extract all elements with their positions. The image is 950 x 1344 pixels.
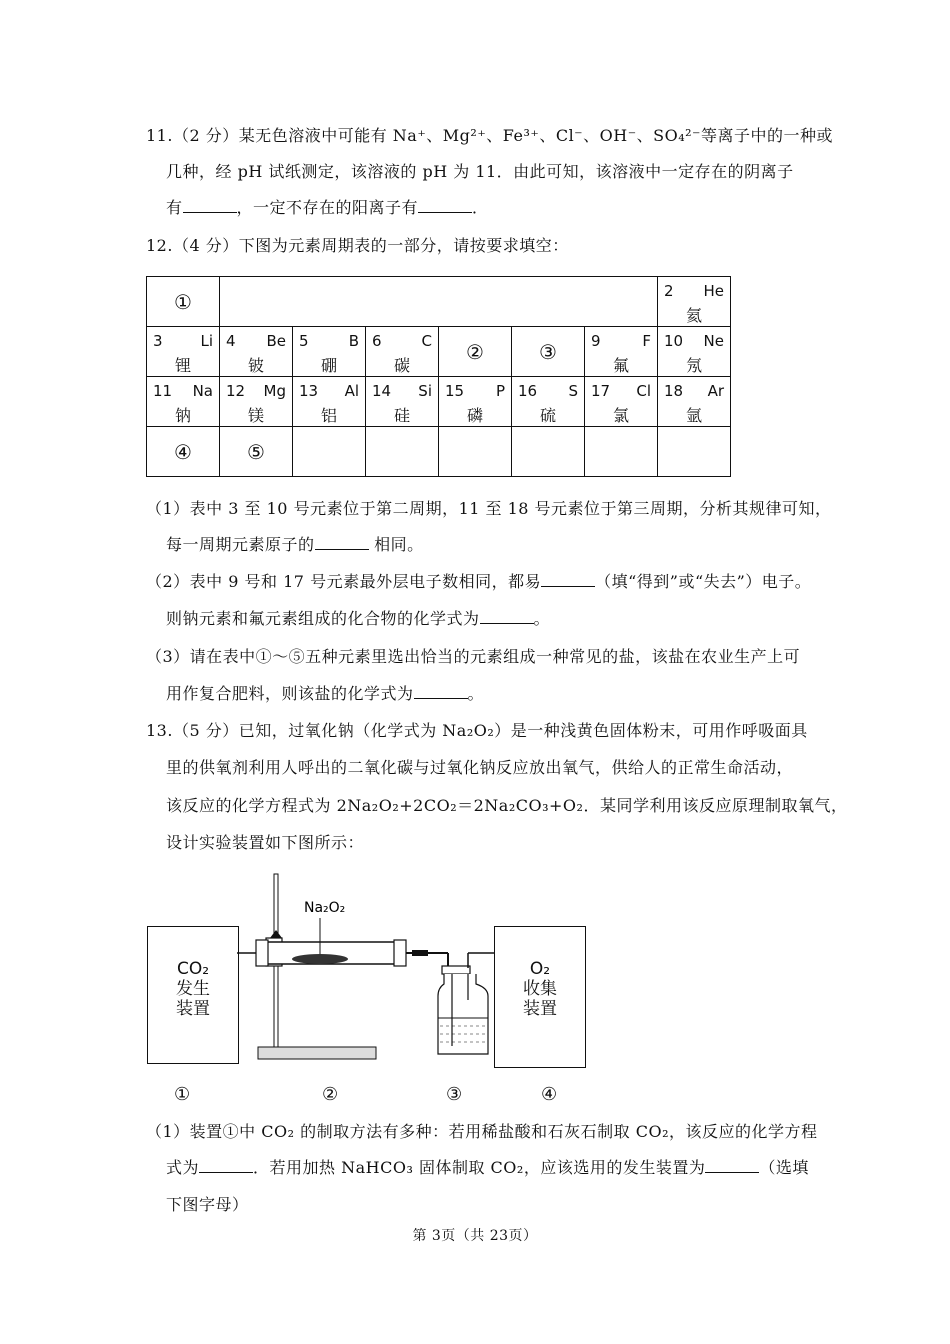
q13-s1-text-a: 式为 — [166, 1158, 200, 1177]
answer-blank[interactable] — [541, 572, 595, 587]
q12-s3-text-a: 用作复合肥料，则该盐的化学式为 — [166, 684, 414, 703]
cell-al: 13 Al 铝 — [293, 377, 366, 427]
q12-s1-line1: （1）表中 3 至 10 号元素位于第二周期，11 至 18 号元素位于第三周期，分析其规律可知， — [146, 499, 832, 518]
q13-s1-line1: （1）装置①中 CO₂ 的制取方法有多种：若用稀盐酸和石灰石制取 CO₂，该反应的化学方程 — [146, 1122, 818, 1141]
answer-blank[interactable] — [183, 198, 237, 213]
cell-p: 15 P 磷 — [439, 377, 512, 427]
q12-s1-text-a: 每一周期元素原子的 — [166, 535, 315, 554]
cell-si: 14 Si 硅 — [366, 377, 439, 427]
q11-line2: 几种，经 pH 试纸测定，该溶液的 pH 为 11．由此可知，该溶液中一定存在的阴离子 — [166, 162, 794, 181]
cell-f: 9 F 氟 — [585, 327, 658, 377]
page-footer: 第 3页（共 23页） — [412, 1228, 538, 1244]
cell-cl: 17 Cl 氯 — [585, 377, 658, 427]
cell-ar: 18 Ar 氩 — [658, 377, 731, 427]
q12-s2-line2 — [166, 609, 550, 629]
answer-blank[interactable] — [705, 1158, 759, 1173]
answer-blank[interactable] — [418, 198, 472, 213]
apparatus-diagram — [230, 870, 510, 1070]
cell-mg: 12 Mg 镁 — [220, 377, 293, 427]
box1-line3: 装置 — [176, 999, 210, 1019]
q12-s2-line1 — [146, 572, 811, 592]
box1-line1: CO₂ — [176, 959, 210, 979]
q12-s3-text-b: 。 — [467, 684, 485, 703]
answer-blank[interactable] — [315, 535, 369, 550]
cell-na: 11 Na 钠 — [147, 377, 220, 427]
q12-s2-text-c: 则钠元素和氟元素组成的化合物的化学式为 — [166, 609, 480, 628]
answer-blank[interactable] — [199, 1158, 253, 1173]
q13-s1-text-b: ．若用加热 NaHCO₃ 固体制取 CO₂，应该选用的发生装置为 — [253, 1158, 706, 1177]
answer-blank[interactable] — [414, 684, 468, 699]
cell-circle-5: ⑤ — [220, 427, 293, 477]
device-label-3: ③ — [446, 1084, 463, 1105]
q13-line1: 13.（5 分）已知，过氧化钠（化学式为 Na₂O₂）是一种浅黄色固体粉末，可用作呼吸面具 — [146, 721, 808, 740]
q13-s1-line2 — [166, 1158, 809, 1178]
na2o2-label: Na₂O₂ — [304, 900, 346, 916]
q12-s1-line2 — [166, 535, 424, 555]
q13-line2: 里的供氧剂利用人呼出的二氧化碳与过氧化钠反应放出氧气，供给人的正常生命活动， — [166, 758, 794, 777]
q11-text-b: ，一定不存在的阳离子有 — [236, 198, 419, 217]
q12-title: 12.（4 分）下图为元素周期表的一部分，请按要求填空： — [146, 236, 569, 255]
cell-s: 16 S 硫 — [512, 377, 585, 427]
q11-text-a: 有 — [166, 198, 183, 217]
device-label-2: ② — [322, 1084, 339, 1105]
cell-b: 5 B 硼 — [293, 327, 366, 377]
cell-circle-2: ② — [439, 327, 512, 377]
co2-generator-box — [147, 926, 239, 1064]
q12-s2-text-a: （2）表中 9 号和 17 号元素最外层电子数相同，都易 — [146, 572, 542, 591]
cell-circle-3: ③ — [512, 327, 585, 377]
cell-c: 6 C 碳 — [366, 327, 439, 377]
cell-li: 3 Li 锂 — [147, 327, 220, 377]
device-label-4: ④ — [541, 1084, 558, 1105]
cell-he: 2 He 氦 — [658, 277, 731, 327]
cell-ne: 10 Ne 氖 — [658, 327, 731, 377]
q13-line4: 设计实验装置如下图所示： — [166, 833, 365, 852]
cell-circle-1: ① — [147, 277, 220, 327]
cell-circle-4: ④ — [147, 427, 220, 477]
answer-blank[interactable] — [480, 609, 534, 624]
q12-s1-text-b: 相同。 — [368, 535, 424, 554]
q12-s2-text-d: 。 — [533, 609, 551, 628]
q11-line3 — [166, 198, 489, 218]
box1-line2: 发生 — [176, 979, 210, 999]
q13-s1-line3: 下图字母） — [166, 1195, 249, 1214]
box4-line1: O₂ — [529, 959, 551, 979]
q11-text-c: ． — [472, 198, 489, 217]
q12-s2-text-b: （填“得到”或“失去”）电子。 — [595, 572, 812, 591]
cell-be: 4 Be 铍 — [220, 327, 293, 377]
device-label-1: ① — [174, 1084, 191, 1105]
periodic-table — [146, 276, 731, 477]
box4-line2: 收集 — [523, 979, 557, 999]
q12-s3-line2 — [166, 684, 484, 704]
q13-s1-text-c: （选填 — [759, 1158, 809, 1177]
q12-s3-line1: （3）请在表中①～⑤五种元素里选出恰当的元素组成一种常见的盐，该盐在农业生产上可 — [146, 647, 801, 666]
q11-line1: 11.（2 分）某无色溶液中可能有 Na⁺、Mg²⁺、Fe³⁺、Cl⁻、OH⁻、SO₄²⁻等离子中的一种或 — [146, 126, 833, 145]
box4-line3: 装置 — [523, 999, 557, 1019]
q13-line3: 该反应的化学方程式为 2Na₂O₂+2CO₂＝2Na₂CO₃+O₂．某同学利用该反应原理制取氧气， — [166, 796, 848, 815]
